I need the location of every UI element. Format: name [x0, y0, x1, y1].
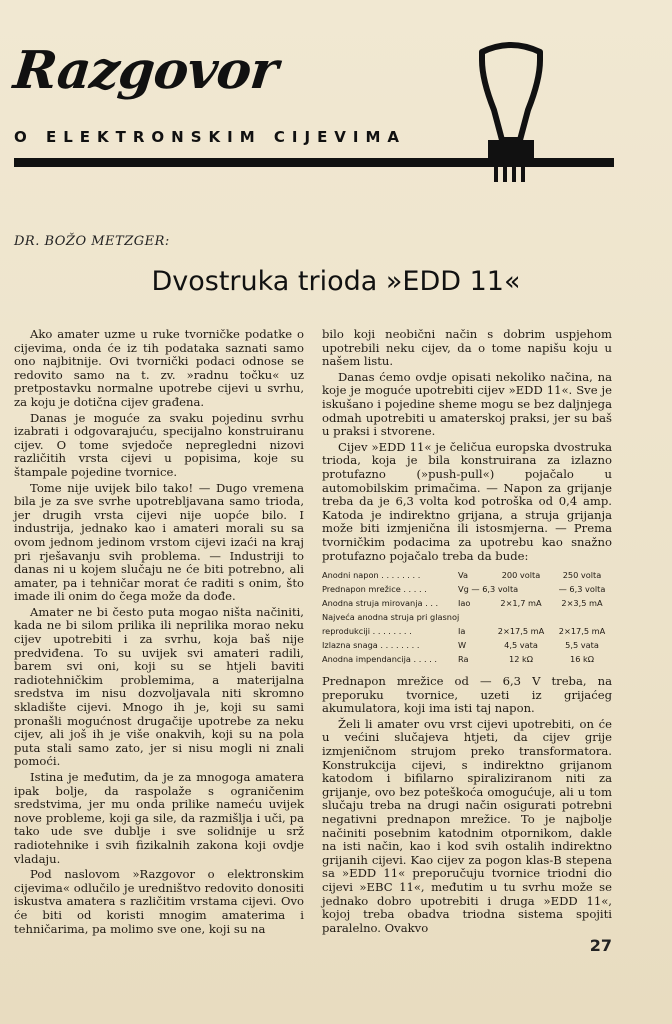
- right-column: [322, 328, 612, 937]
- spec-label: Prednapon mrežice . . . . .: [322, 584, 427, 595]
- paragraph: bilo koji neobični način s dobrim uspjehom upotrebili neku cijev, da o tome napišu koju u našem listu.: [322, 327, 612, 369]
- spec-row: [322, 625, 612, 639]
- spec-label: Anodna impendancija . . . . .: [322, 654, 437, 665]
- spec-row: [322, 639, 612, 653]
- author-byline: DR. BOŽO METZGER:: [14, 234, 170, 249]
- paragraph: Cijev »EDD 11« je čeličua europska dvostruka trioda, koja je bila konstruirana za izlazno protufazno (»push-pull«) pojačalo u automobilskim primačima. — Napon za grijanje treba da je 6,3 volta kod potroška od 0,4 amp. Katoda je indirektno grijana, a struja grijanja može biti izmjenična ili istosmjerna. — Prema tvorničkim podacima za upotrebu kao snažno protufazno pojačalo treba da bude:: [322, 439, 612, 563]
- spec-symbol: Ra: [458, 654, 469, 665]
- spec-value-200v: 200 volta: [501, 570, 541, 581]
- spec-row: [322, 597, 612, 611]
- paragraph: Istina je međutim, da je za mnogoga amatera ipak bolje, da raspolaže s ograničenim sredstvima, jer mu onda prilike nameću uvijek nove probleme, koji ga sile, da razmišlja i uči, pa tako ude sve dublje i sve solidnije u srž radiotehnike i svih fizikalnih zakona koji ovdje vladaju.: [14, 770, 304, 866]
- spec-symbol: Iao: [458, 598, 471, 609]
- paragraph: Prednapon mrežice od — 6,3 V treba, na preporuku tvornice, uzeti iz grijaćeg akumulatora, koji ima isti taj napon.: [322, 674, 612, 716]
- paragraph: Danas ćemo ovdje opisati nekoliko načina, na koje je moguće upotrebiti cijev »EDD 11«. Sve je iskušano i pojedine sheme mogu se bez daljnjega odmah upotrebiti u amaterskoj praksi, jer su baš u praksi i stvorene.: [322, 369, 612, 439]
- spec-value-250v: 2×17,5 mA: [558, 626, 606, 637]
- spec-value-200v: 12 kΩ: [508, 654, 534, 665]
- spec-value-250v: 2×3,5 mA: [561, 598, 603, 609]
- spec-value-200v: 4,5 vata: [504, 640, 538, 651]
- paragraph: Ako amater uzme u ruke tvorničke podatke o cijevima, onda će iz tih podataka saznati samo ono najbitnije. Ovi tvornički podaci odnose se redovito samo na t. zv. »radnu točku« uz pretpostavku normalne upotrebe cijevi u svrhu, za koju je dotična cijev građena.: [14, 327, 304, 409]
- paragraph: Danas je moguće za svaku pojedinu svrhu izabrati i odgovarajuću, specijalno konstruiranu cijev. O tome svjedoče nepregledni nizovi različitih vrsta cijevi u popisima, koje su štampale pojedine tvornice.: [14, 410, 304, 479]
- spec-symbol: Va: [458, 570, 468, 581]
- article-title: Dvostruka trioda »EDD 11«: [151, 266, 521, 297]
- section-title: Razgovor: [10, 40, 281, 101]
- paragraph: Tome nije uvijek bilo tako! — Dugo vremena bila je za sve svrhe upotrebljavana samo trioda, jer drugih vrsta cijevi nije uopće bilo. I industrija, jednako kao i amateri morali su sa ovom jednom jedinom vrstom cijevi izaći na kraj pri rješavanju svih problema. — Industriji to danas ni u kojem slučaju ne će biti potrebno, ali amater, pa i tehničar morat će raditi s onim, što imade ili onim do čega može da dođe.: [14, 480, 304, 604]
- paragraph: Amater ne bi često puta mogao ništa načiniti, kada ne bi silom prilika ili neprilika morao neku cijev upotrebiti i za svrhu, koja baš nije predviđena. To su uvijek svi amateri radili, barem svi oni, koji su se htjeli baviti radiotehničkim problemima, a materijalna sredstva im nisu dozvoljavala niti skromno skladište cijevi. Mnogo ih je, koji su sami pronašli mogućnost drugačije upotrebe za neku cijev, ali još ih je više onakvih, koji su na pola puta stali samo zato, jer si nisu mogli ni znali pomoći.: [14, 604, 304, 769]
- spec-value-250v: 16 kΩ: [569, 654, 595, 665]
- spec-row: [322, 583, 612, 597]
- page-number: 27: [589, 936, 612, 955]
- spec-value-250v: 250 volta: [562, 570, 602, 581]
- spec-value-250v: 5,5 vata: [565, 640, 599, 651]
- spec-symbol: W: [458, 640, 467, 651]
- paragraph: Želi li amater ovu vrst cijevi upotrebiti, on će u većini slučajeva htjeti, da cijev grije izmjeničnom strujom preko transformatora. Konstrukcija cijevi, s indirektno grijanom katodom i bifilarno spiraliziranom niti za grijanje, ovo bez poteškoća omogućuje, ali u tom slučaju treba na drugi način osigurati potrebni negativni prednapon mrežice. To je najbolje načiniti posebnim katodnim otpornikom, dakle na isti način, kao i kod svih ostalih indirektno grijanih cijevi. Kao cijev za pogon klas-B stepena sa »EDD 11« preporučuju tvornice triodni dio cijevi »EBC 11«, međutim u tu svrhu može se jednako dobro upotrebiti i druga »EDD 11«, kojoj treba obadva triodna sistema spojiti paralelno. Ovakvo: [322, 716, 612, 935]
- spec-label: Anodna struja mirovanja . . .: [322, 598, 439, 609]
- spec-table: [322, 569, 612, 667]
- spec-label: Anodni napon . . . . . . . .: [322, 570, 421, 581]
- spec-row: [322, 653, 612, 667]
- spec-label: Najveća anodna struja pri glasnoj: [322, 612, 460, 623]
- spec-label: reprodukciji . . . . . . . .: [322, 626, 412, 637]
- spec-row: [322, 611, 612, 625]
- spec-value-200v: 2×17,5 mA: [497, 626, 545, 637]
- spec-value-200v: 2×1,7 mA: [500, 598, 542, 609]
- spec-symbol: Vg — 6,3 volta: [458, 584, 519, 595]
- spec-value-250v: — 6,3 volta: [558, 584, 606, 595]
- paragraph: Pod naslovom »Razgovor o elektronskim cijevima« odlučilo je uredništvo redovito donositi iskustva amatera s različitim vrstama cijevi. Ovo će biti od koristi mnogim amaterima i tehničarima, pa molimo sve one, koji su na: [14, 867, 304, 936]
- left-column: [14, 328, 304, 938]
- spec-label: Izlazna snaga . . . . . . . .: [322, 640, 420, 651]
- spec-symbol: Ia: [458, 626, 466, 637]
- spec-row: [322, 569, 612, 583]
- section-subtitle: O ELEKTRONSKIM CIJEVIMA: [14, 128, 407, 146]
- vacuum-tube-icon: [468, 40, 554, 186]
